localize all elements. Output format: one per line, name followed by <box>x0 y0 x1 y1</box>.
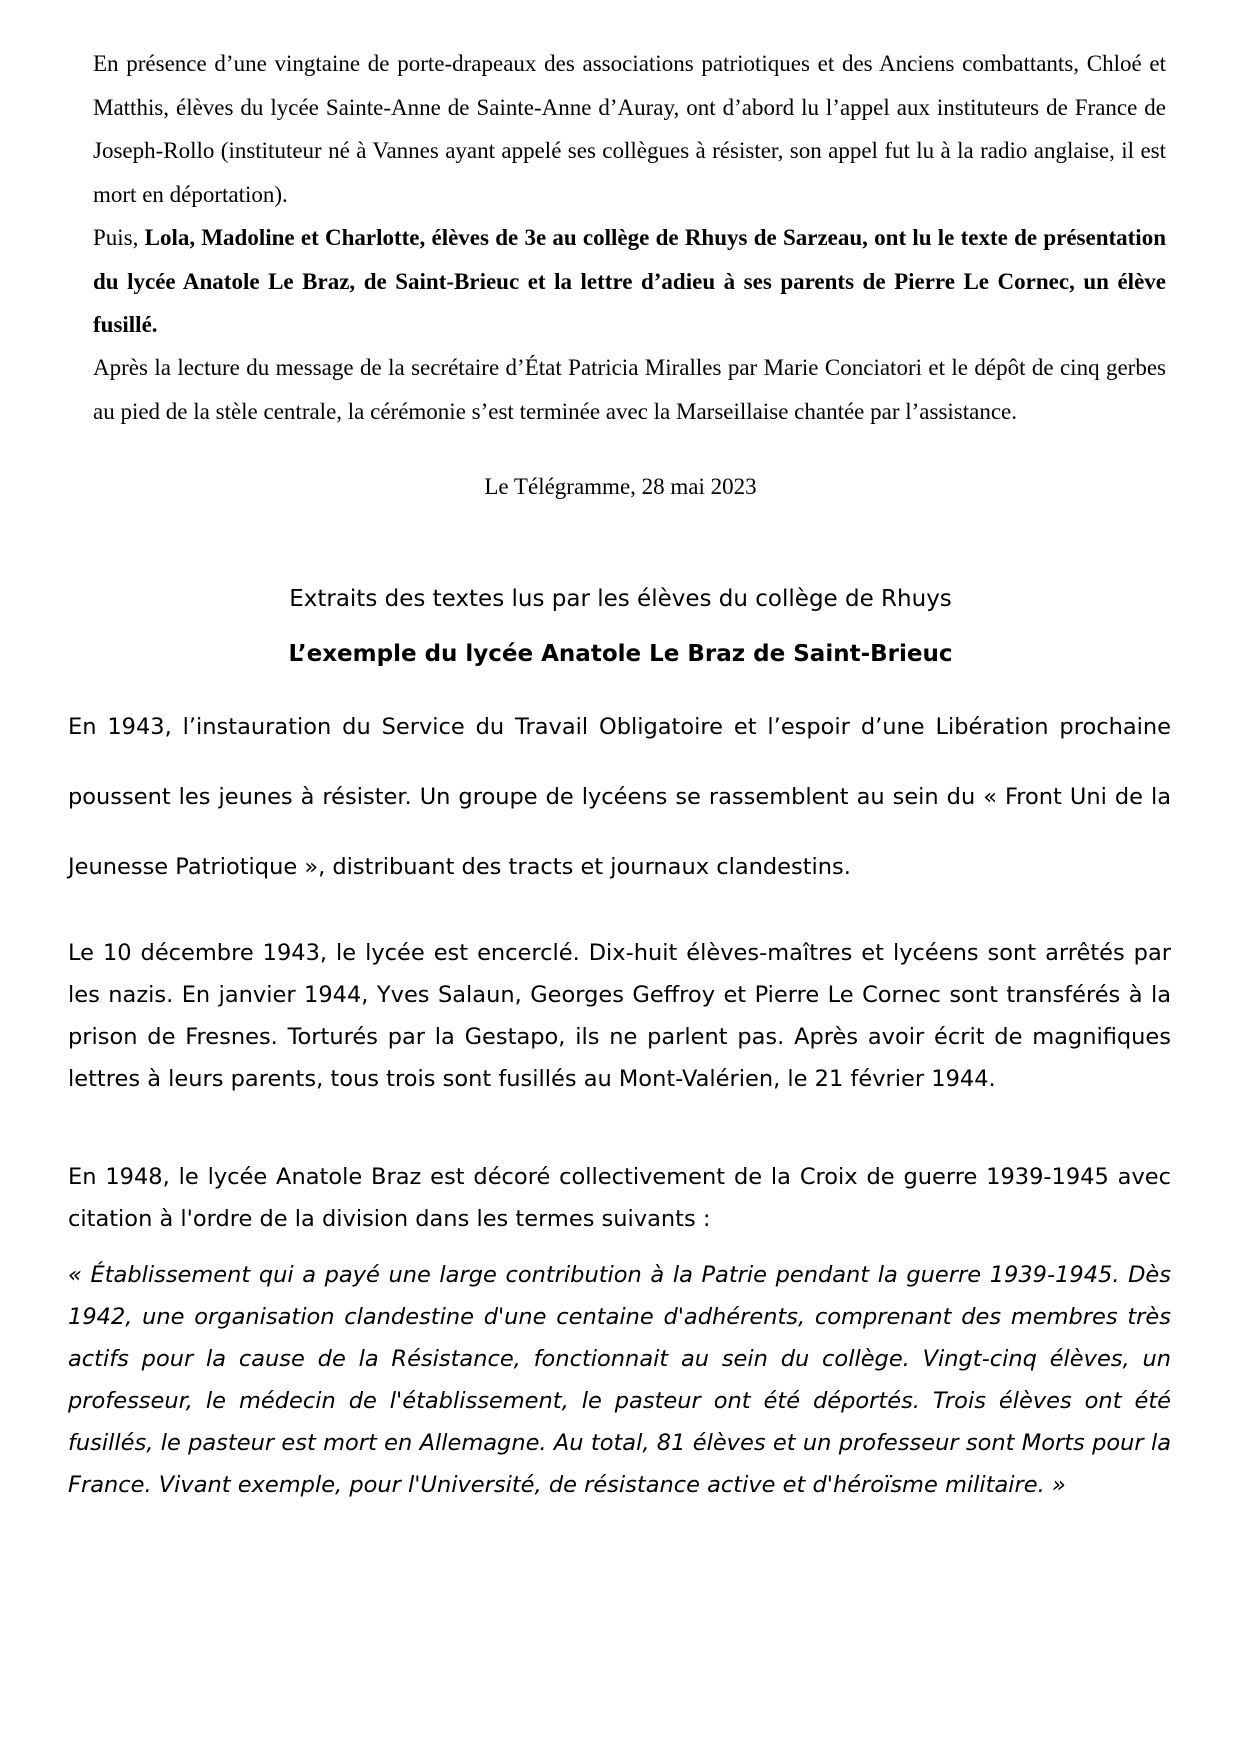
extracts-title: L’exemple du lycée Anatole Le Braz de Saint-Brieuc <box>288 641 953 667</box>
citation-quote: « Établissement qui a payé une large contribution à la Patrie pendant la guerre 1939-1945. Dès 1942, une organisation clandestine d'une centaine d'adhérents, comprenant des membres très actifs pour la cause de la Résistance, fonctionnait au sein du collège. Vingt-cinq élèves, un professeur, le médecin de l'établissement, le pasteur ont été déportés. Trois élèves ont été fusillés, le pasteur est mort en Allemagne. Au total, 81 élèves et un professeur sont Morts pour la France. Vivant exemple, pour l'Université, de résistance active et d'héroïsme militaire. » <box>68 1262 1171 1498</box>
extracts-paragraph-1: En 1943, l’instauration du Service du Travail Obligatoire et l’espoir d’une Libération prochaine poussent les jeunes à résister. Un groupe de lycéens se rassemblent au sein du « Front Uni de la Jeunesse Patriotique », distribuant des tracts et journaux clandestins. <box>68 714 1171 880</box>
article-source: Le Télégramme, 28 mai 2023 <box>484 474 757 499</box>
article-paragraph-2-lead: Puis, <box>93 225 145 250</box>
article-paragraph-2 <box>93 216 1166 347</box>
extracts-paragraph-2: Le 10 décembre 1943, le lycée est encerclé. Dix-huit élèves-maîtres et lycéens sont arrêtés par les nazis. En janvier 1944, Yves Salaun, Georges Geffroy et Pierre Le Cornec sont transférés à la prison de Fresnes. Torturés par la Gestapo, ils ne parlent pas. Après avoir écrit de magnifiques lettres à leurs parents, tous trois sont fusillés au Mont-Valérien, le 21 février 1944. <box>68 940 1171 1092</box>
article-paragraph-2-bold: Lola, Madoline et Charlotte, élèves de 3e au collège de Rhuys de Sarzeau, ont lu le texte de présentation du lycée Anatole Le Braz, de Saint-Brieuc et la lettre d’adieu à ses parents de Pierre Le Cornec, un élève fusillé. <box>93 225 1166 337</box>
extracts-paragraph-3: En 1948, le lycée Anatole Braz est décoré collectivement de la Croix de guerre 1939-1945 avec citation à l'ordre de la division dans les termes suivants : <box>68 1164 1171 1232</box>
article-paragraph-1: En présence d’une vingtaine de porte-drapeaux des associations patriotiques et des Anciens combattants, Chloé et Matthis, élèves du lycée Sainte-Anne de Sainte-Anne d’Auray, ont d’abord lu l’appel aux instituteurs de France de Joseph-Rollo (instituteur né à Vannes ayant appelé ses collègues à résister, son appel fut lu à la radio anglaise, il est mort en déportation). <box>93 51 1166 207</box>
article-paragraph-3: Après la lecture du message de la secrétaire d’État Patricia Miralles par Marie Conciatori et le dépôt de cinq gerbes au pied de la stèle centrale, la cérémonie s’est terminée avec la Marseillaise chantée par l’assistance. <box>93 355 1166 424</box>
extracts-intro: Extraits des textes lus par les élèves du collège de Rhuys <box>289 586 952 612</box>
